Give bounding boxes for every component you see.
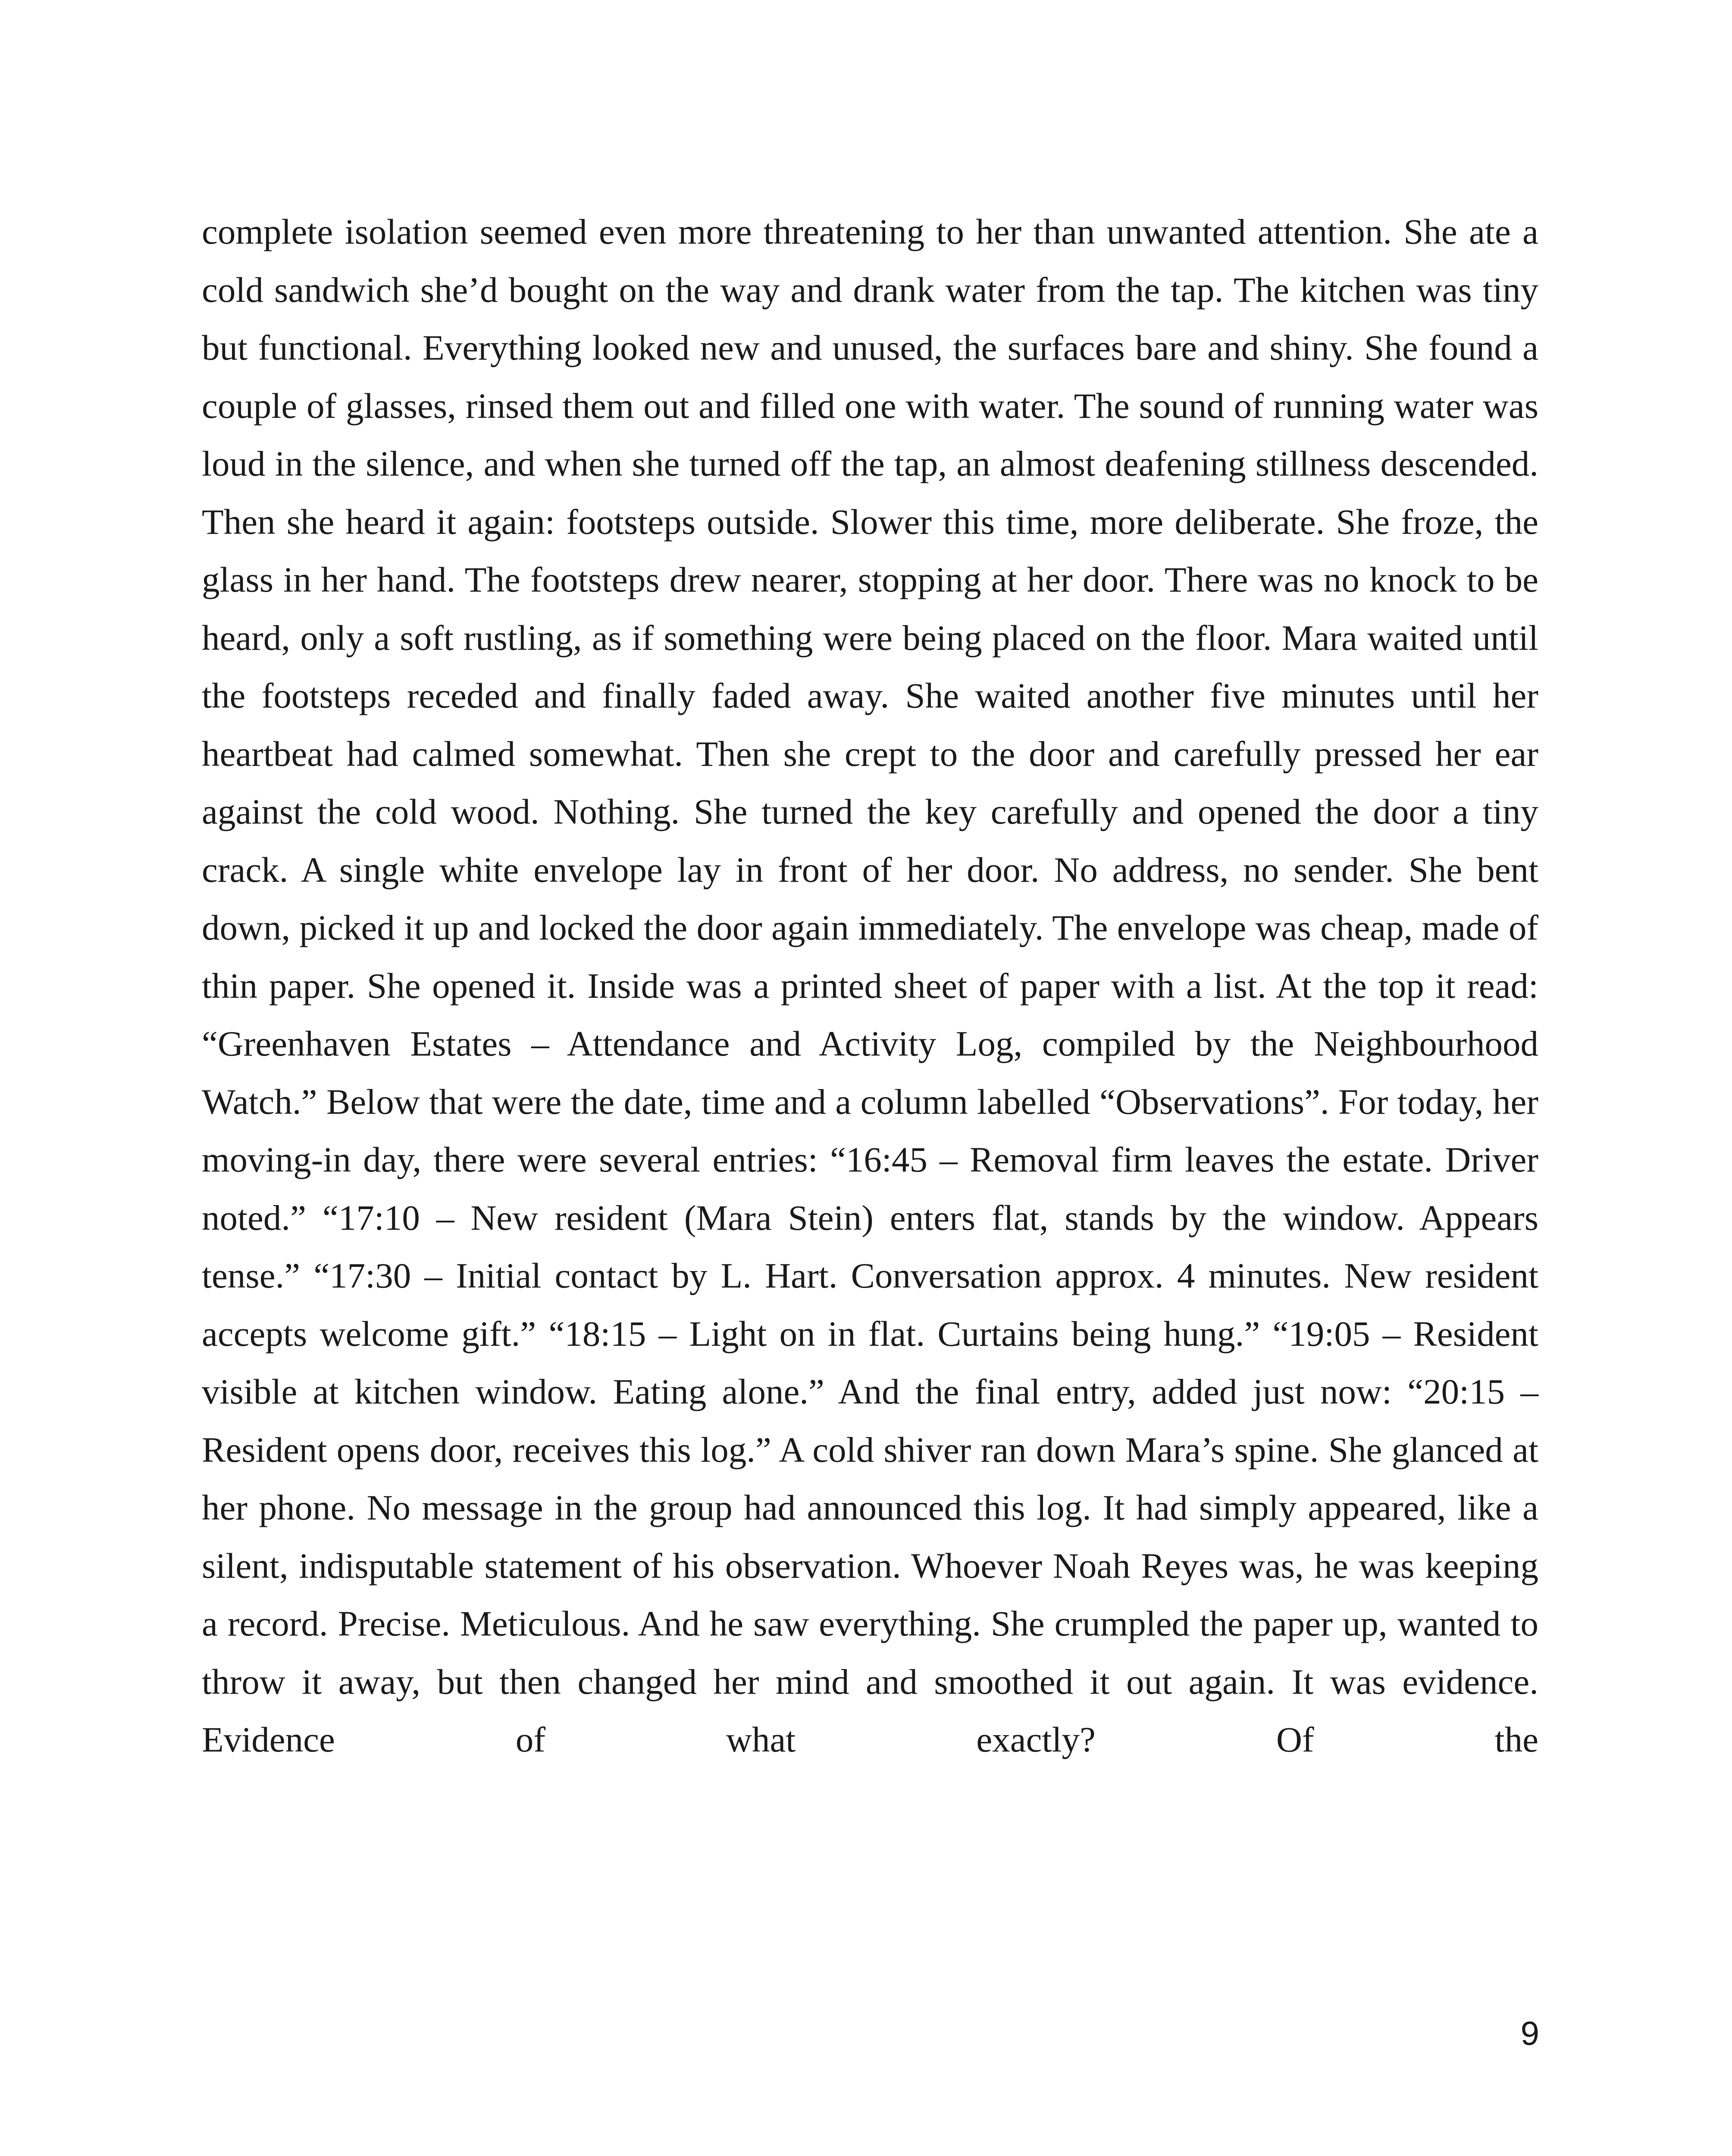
page-number: 9 [1520, 2014, 1539, 2052]
body-paragraph: complete isolation seemed even more threatening to her than unwanted attention. She ate a cold sandwich she’d bought on the way and drank water from the tap. The kitchen was tiny but functional. Everything looked new and unused, the surfaces bare and shiny. She found a couple of glasses, rinsed them out and filled one with water. The sound of running water was loud in the silence, and when she turned off the tap, an almost deafening stillness descended. Then she heard it again: footsteps outside. Slower this time, more deliberate. She froze, the glass in her hand. The footsteps drew nearer, stopping at her door. There was no knock to be heard, only a soft rustling, as if something were being placed on the floor. Mara waited until the footsteps receded and finally faded away. She waited another five minutes until her heartbeat had calmed somewhat. Then she crept to the door and carefully pressed her ear against the cold wood. Nothing. She turned the key carefully and opened the door a tiny crack. A single white envelope lay in front of her door. No address, no sender. She bent down, picked it up and locked the door again immediately. The envelope was cheap, made of thin paper. She opened it. Inside was a printed sheet of paper with a list. At the top it read: “Greenhaven Estates – Attendance and Activity Log, compiled by the Neighbourhood Watch.” Below that were the date, time and a column labelled “Observations”. For today, her moving-in day, there were several entries: “16:45 – Removal firm leaves the estate. Driver noted.” “17:10 – New resident (Mara Stein) enters flat, stands by the window. Appears tense.” “17:30 – Initial contact by L. Hart. Conversation approx. 4 minutes. New resident accepts welcome gift.” “18:15 – Light on in flat. Curtains being hung.” “19:05 – Resident visible at kitchen window. Eating alone.” And the final entry, added just now: “20:15 – Resident opens door, receives this log.” A cold shiver ran down Mara’s spine. She glanced at her phone. No message in the group had announced this log. It had simply appeared, like a silent, indisputable statement of his observation. Whoever Noah Reyes was, he was keeping a record. Precise. Meticulous. And he saw everything. She crumpled the paper up, wanted to throw it away, but then changed her mind and smoothed it out again. It was evidence. Evidence of what exactly? Of the [202, 212, 1538, 1759]
